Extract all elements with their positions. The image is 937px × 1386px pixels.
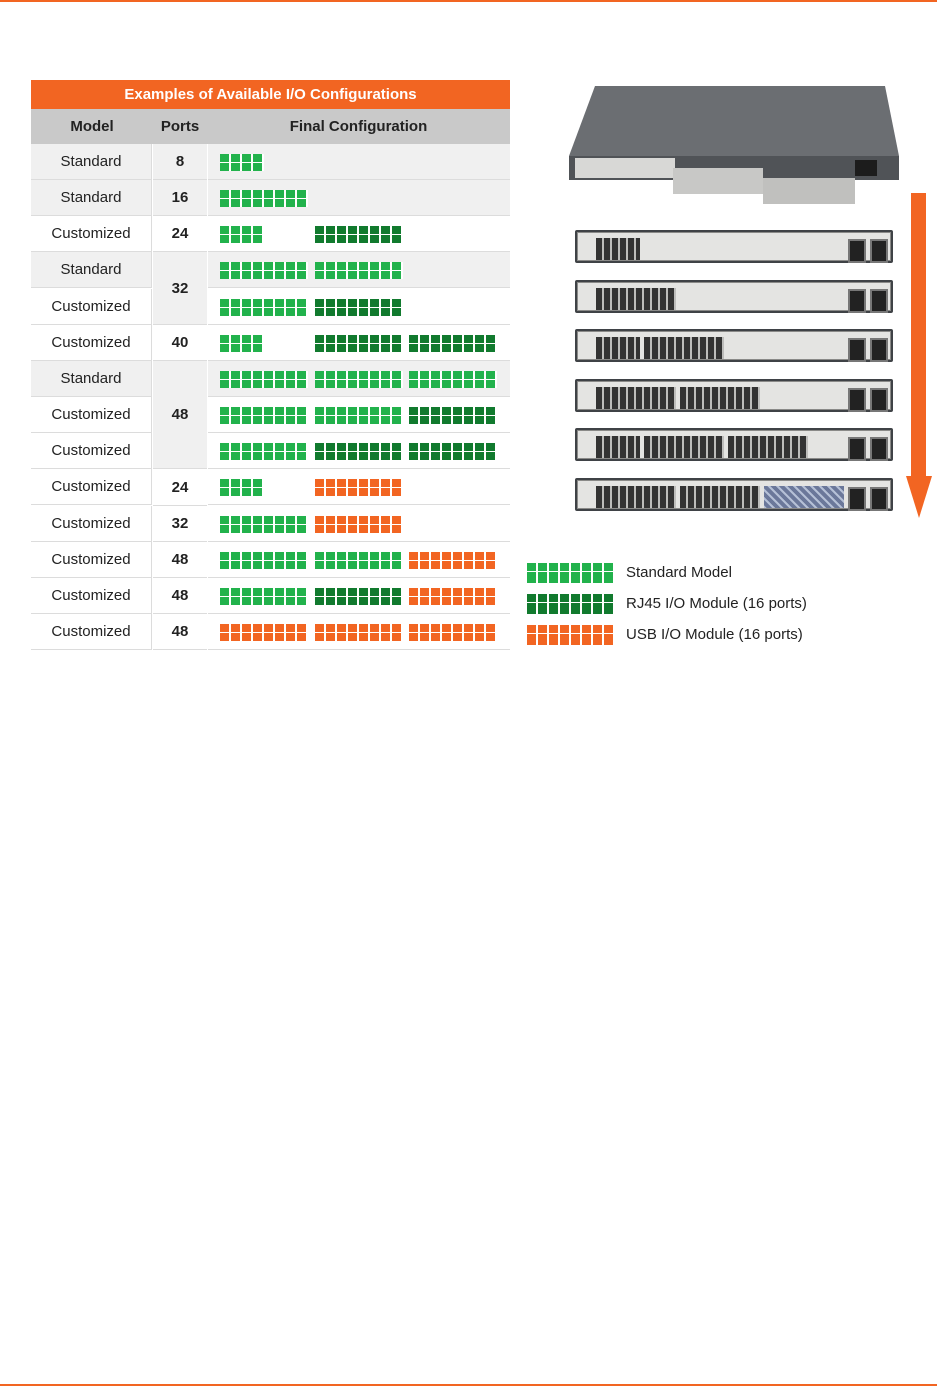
io-configurations-table	[31, 80, 510, 650]
model-cell: Standard	[31, 252, 152, 288]
ports-cell: 24	[153, 216, 207, 252]
legend-label: RJ45 I/O Module (16 ports)	[626, 595, 807, 612]
power-socket-icon	[848, 388, 866, 412]
model-cell: Customized	[31, 469, 152, 505]
device-top-view	[565, 84, 905, 214]
configuration-cell	[208, 506, 510, 542]
rj45-module-block	[409, 443, 497, 460]
progression-arrow-head-icon	[906, 476, 932, 518]
usb-module-block	[315, 624, 403, 641]
ports-cell: 48	[153, 614, 207, 650]
usb-module-block	[315, 516, 403, 533]
rj45-port-group	[596, 387, 676, 409]
power-socket-icon	[870, 239, 888, 263]
configuration-cell	[208, 325, 510, 361]
power-socket-icon	[848, 338, 866, 362]
model-cell: Customized	[31, 542, 152, 578]
rj45-legend-swatch	[527, 594, 613, 614]
standard-module-block	[315, 407, 403, 424]
legend-item-usb	[527, 622, 907, 653]
configuration-cell	[208, 361, 510, 397]
top-accent-rule	[0, 0, 937, 2]
module-legend	[527, 560, 907, 653]
usb-module-block	[315, 479, 403, 496]
rj45-port-group	[596, 288, 676, 310]
usb-port-group	[764, 486, 844, 508]
power-socket-icon	[870, 487, 888, 511]
table-title: Examples of Available I/O Configurations	[31, 80, 510, 109]
standard-module-block	[220, 443, 308, 460]
model-cell: Standard	[31, 144, 152, 180]
model-cell: Customized	[31, 578, 152, 614]
standard-module-block	[220, 262, 308, 279]
standard-module-block	[220, 479, 264, 496]
standard-module-block	[315, 371, 403, 388]
table-body	[31, 144, 510, 650]
standard-module-block	[220, 588, 308, 605]
ports-cell: 48	[153, 542, 207, 578]
rj45-port-group	[728, 436, 808, 458]
ports-cell: 40	[153, 325, 207, 361]
rj45-module-block	[315, 299, 403, 316]
rj45-module-block	[315, 588, 403, 605]
legend-label: USB I/O Module (16 ports)	[626, 626, 803, 643]
standard-module-block	[220, 371, 308, 388]
ports-cell: 24	[153, 469, 207, 506]
ports-cell: 32	[153, 252, 207, 325]
device-rear-view	[575, 428, 893, 461]
configuration-cell	[208, 289, 510, 325]
configuration-cell	[208, 433, 510, 469]
configuration-cell	[208, 144, 510, 180]
model-cell: Customized	[31, 433, 152, 469]
ports-cell: 16	[153, 180, 207, 216]
standard-module-block	[220, 190, 308, 207]
standard-legend-swatch	[527, 563, 613, 583]
configuration-cell	[208, 180, 510, 216]
ports-cell: 32	[153, 506, 207, 542]
power-socket-icon	[870, 338, 888, 362]
usb-legend-swatch	[527, 625, 613, 645]
model-cell: Customized	[31, 325, 152, 361]
header-model: Model	[70, 118, 114, 135]
table-header-row	[31, 109, 510, 144]
header-final-configuration: Final Configuration	[289, 118, 428, 135]
configuration-cell	[208, 614, 510, 650]
model-cell: Customized	[31, 506, 152, 542]
ports-cell: 48	[153, 578, 207, 614]
ports-cell: 48	[153, 361, 207, 469]
standard-module-block	[220, 516, 308, 533]
rj45-port-group	[596, 486, 676, 508]
rj45-module-block	[409, 335, 497, 352]
rj45-port-group	[596, 238, 640, 260]
standard-module-block	[409, 371, 497, 388]
model-cell: Customized	[31, 614, 152, 650]
standard-module-block	[220, 299, 308, 316]
configuration-cell	[208, 216, 510, 252]
usb-module-block	[409, 588, 497, 605]
rj45-port-group	[596, 436, 640, 458]
rj45-port-group	[596, 337, 640, 359]
legend-item-standard	[527, 560, 907, 591]
model-cell: Customized	[31, 216, 152, 252]
power-socket-icon	[870, 388, 888, 412]
legend-item-rj45	[527, 591, 907, 622]
rj45-port-group	[680, 387, 760, 409]
configuration-cell	[208, 469, 510, 505]
standard-module-block	[220, 552, 308, 569]
configuration-cell	[208, 252, 510, 288]
power-socket-icon	[848, 437, 866, 461]
device-rear-view	[575, 230, 893, 263]
power-socket-icon	[870, 289, 888, 313]
rj45-port-group	[644, 436, 724, 458]
power-socket-icon	[870, 437, 888, 461]
model-cell: Standard	[31, 361, 152, 397]
rj45-module-block	[409, 407, 497, 424]
model-cell: Customized	[31, 397, 152, 433]
rj45-module-block	[315, 335, 403, 352]
progression-arrow-shaft	[911, 193, 926, 479]
power-socket-icon	[848, 487, 866, 511]
device-rear-view	[575, 379, 893, 412]
standard-module-block	[220, 407, 308, 424]
model-cell: Customized	[31, 289, 152, 325]
standard-module-block	[220, 335, 264, 352]
header-ports: Ports	[160, 118, 200, 135]
rj45-module-block	[315, 443, 403, 460]
device-photo-stack	[565, 84, 905, 524]
rj45-port-group	[680, 486, 760, 508]
device-rear-view	[575, 478, 893, 511]
rj45-module-block	[315, 226, 403, 243]
usb-module-block	[409, 552, 497, 569]
ports-cell: 8	[153, 144, 207, 180]
standard-module-block	[220, 226, 264, 243]
power-socket-icon	[848, 239, 866, 263]
standard-module-block	[315, 552, 403, 569]
device-rear-view	[575, 280, 893, 313]
standard-module-block	[220, 154, 264, 171]
device-rear-view	[575, 329, 893, 362]
configuration-cell	[208, 397, 510, 433]
usb-module-block	[220, 624, 308, 641]
configuration-cell	[208, 542, 510, 578]
model-cell: Standard	[31, 180, 152, 216]
power-socket-icon	[848, 289, 866, 313]
configuration-cell	[208, 578, 510, 614]
usb-module-block	[409, 624, 497, 641]
standard-module-block	[315, 262, 403, 279]
rj45-port-group	[644, 337, 724, 359]
legend-label: Standard Model	[626, 564, 732, 581]
